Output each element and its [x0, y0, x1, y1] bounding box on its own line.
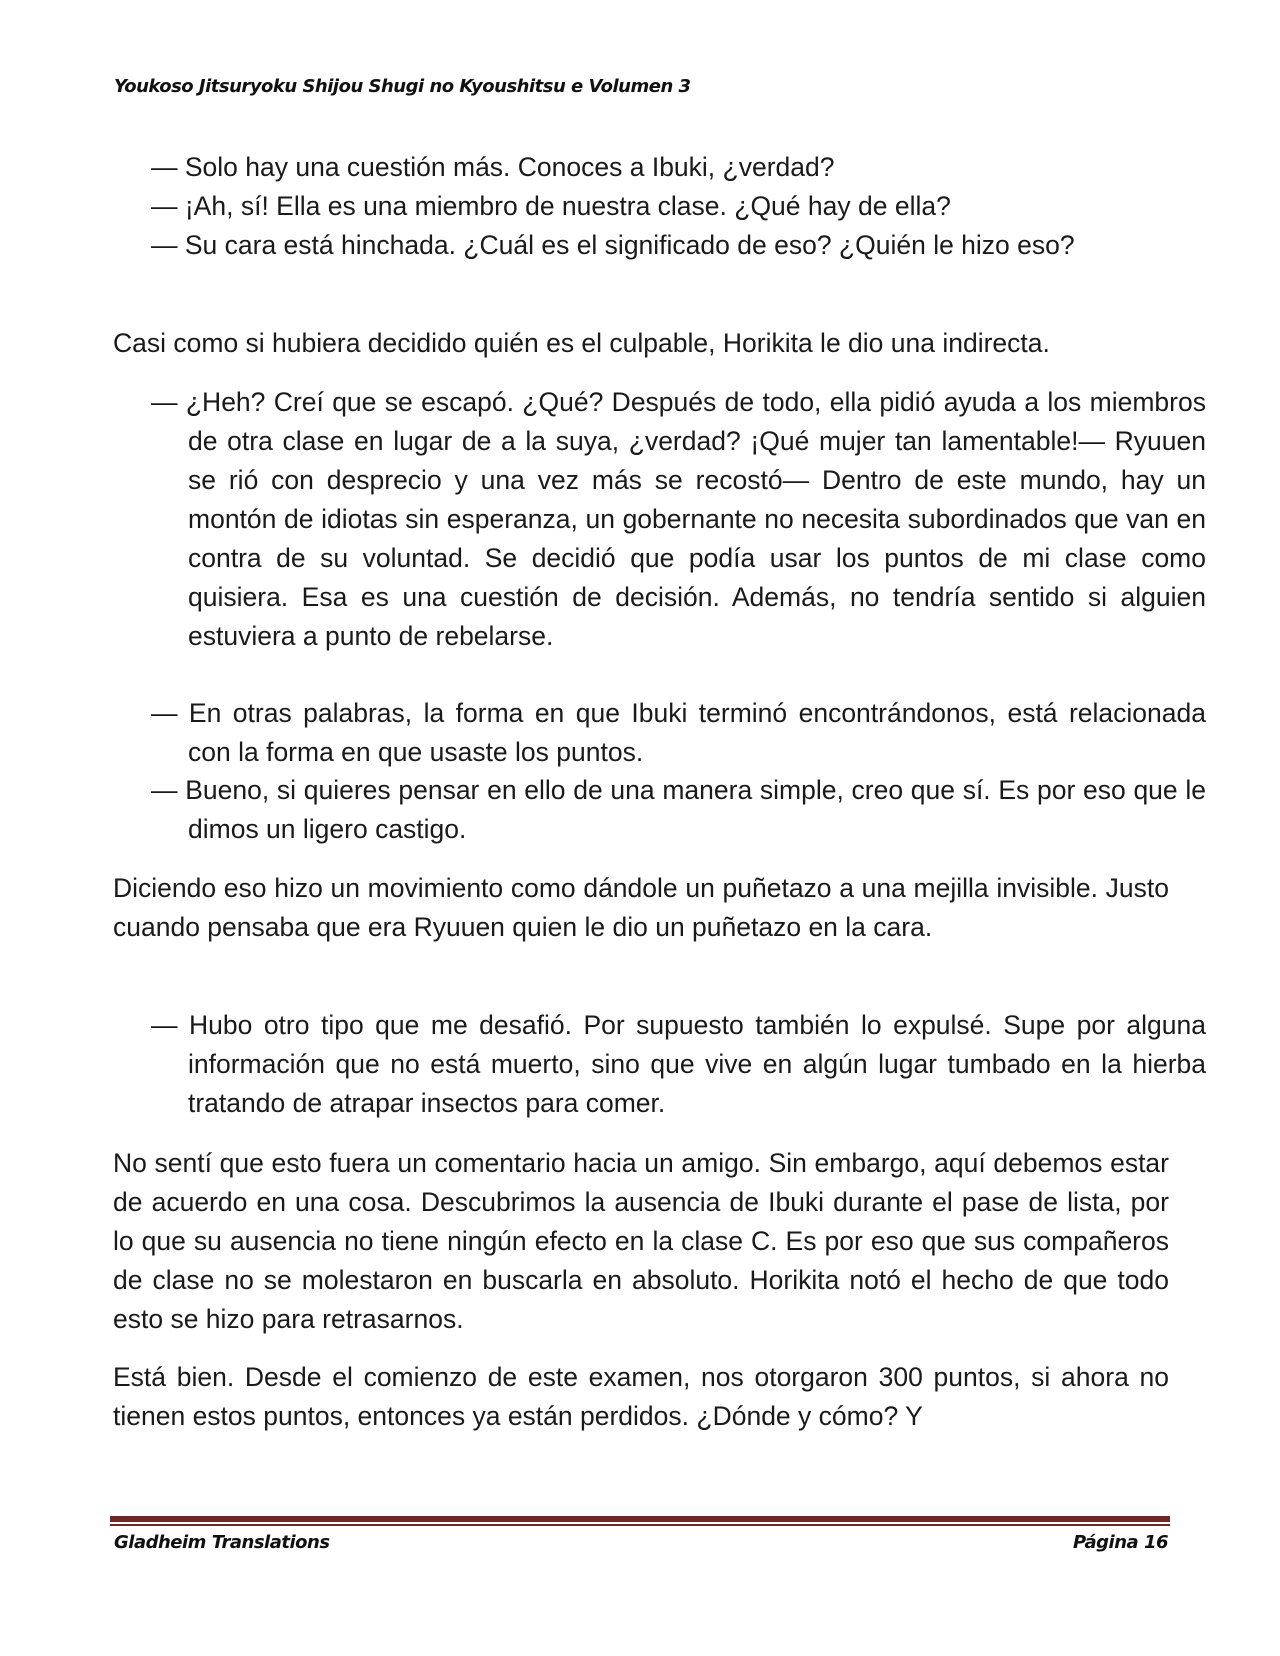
paragraph: Está bien. Desde el comienzo de este examen, nos otorgaron 300 puntos, si ahora no tienen estos puntos, entonces ya están perdidos. ¿Dónde y cómo? Y	[113, 1362, 1169, 1431]
footer-publisher: Gladheim Translations	[114, 1532, 330, 1553]
dialogue-line: — Su cara está hinchada. ¿Cuál es el significado de eso? ¿Quién le hizo eso?	[151, 230, 1075, 260]
dialogue-line: — Solo hay una cuestión más. Conoces a Ibuki, ¿verdad?	[151, 152, 835, 182]
footer-rule	[110, 1516, 1170, 1522]
paragraph: No sentí que esto fuera un comentario hacia un amigo. Sin embargo, aquí debemos estar de acuerdo en una cosa. Descubrimos la ausencia de Ibuki durante el pase de lista, por lo que su ausencia no tiene ningún efecto en la clase C. Es por eso que sus compañeros de clase no se molestaron en buscarla en absoluto. Horikita notó el hecho de que todo esto se hizo para retrasarnos.	[113, 1148, 1169, 1334]
footer-rule-thin	[110, 1524, 1170, 1526]
dialogue-line: — Hubo otro tipo que me desafió. Por supuesto también lo expulsé. Supe por alguna información que no está muerto, sino que vive en algún lugar tumbado en la hierba tratando de atrapar insectos para comer.	[151, 1010, 1206, 1118]
paragraph: Diciendo eso hizo un movimiento como dándole un puñetazo a una mejilla invisible. Justo cuando pensaba que era Ryuuen quien le dio un puñetazo en la cara.	[113, 873, 1169, 942]
paragraph: Casi como si hubiera decidido quién es el culpable, Horikita le dio una indirecta.	[113, 328, 1050, 358]
dialogue-line: — Bueno, si quieres pensar en ello de una manera simple, creo que sí. Es por eso que le dimos un ligero castigo.	[151, 775, 1206, 844]
running-header: Youkoso Jitsuryoku Shijou Shugi no Kyoushitsu e Volumen 3	[114, 76, 691, 97]
footer-page-number: Página 16	[1072, 1532, 1168, 1553]
dialogue-line: — ¡Ah, sí! Ella es una miembro de nuestra clase. ¿Qué hay de ella?	[151, 191, 951, 221]
dialogue-line: — ¿Heh? Creí que se escapó. ¿Qué? Después de todo, ella pidió ayuda a los miembros de otra clase en lugar de a la suya, ¿verdad? ¡Qué mujer tan lamentable!— Ryuuen se rió con desprecio y una vez más se recostó— Dentro de este mundo, hay un montón de idiotas sin esperanza, un gobernante no necesita subordinados que van en contra de su voluntad. Se decidió que podía usar los puntos de mi clase como quisiera. Esa es una cuestión de decisión. Además, no tendría sentido si alguien estuviera a punto de rebelarse.	[151, 387, 1206, 651]
dialogue-line: — En otras palabras, la forma en que Ibuki terminó encontrándonos, está relacionada con la forma en que usaste los puntos.	[151, 698, 1206, 767]
